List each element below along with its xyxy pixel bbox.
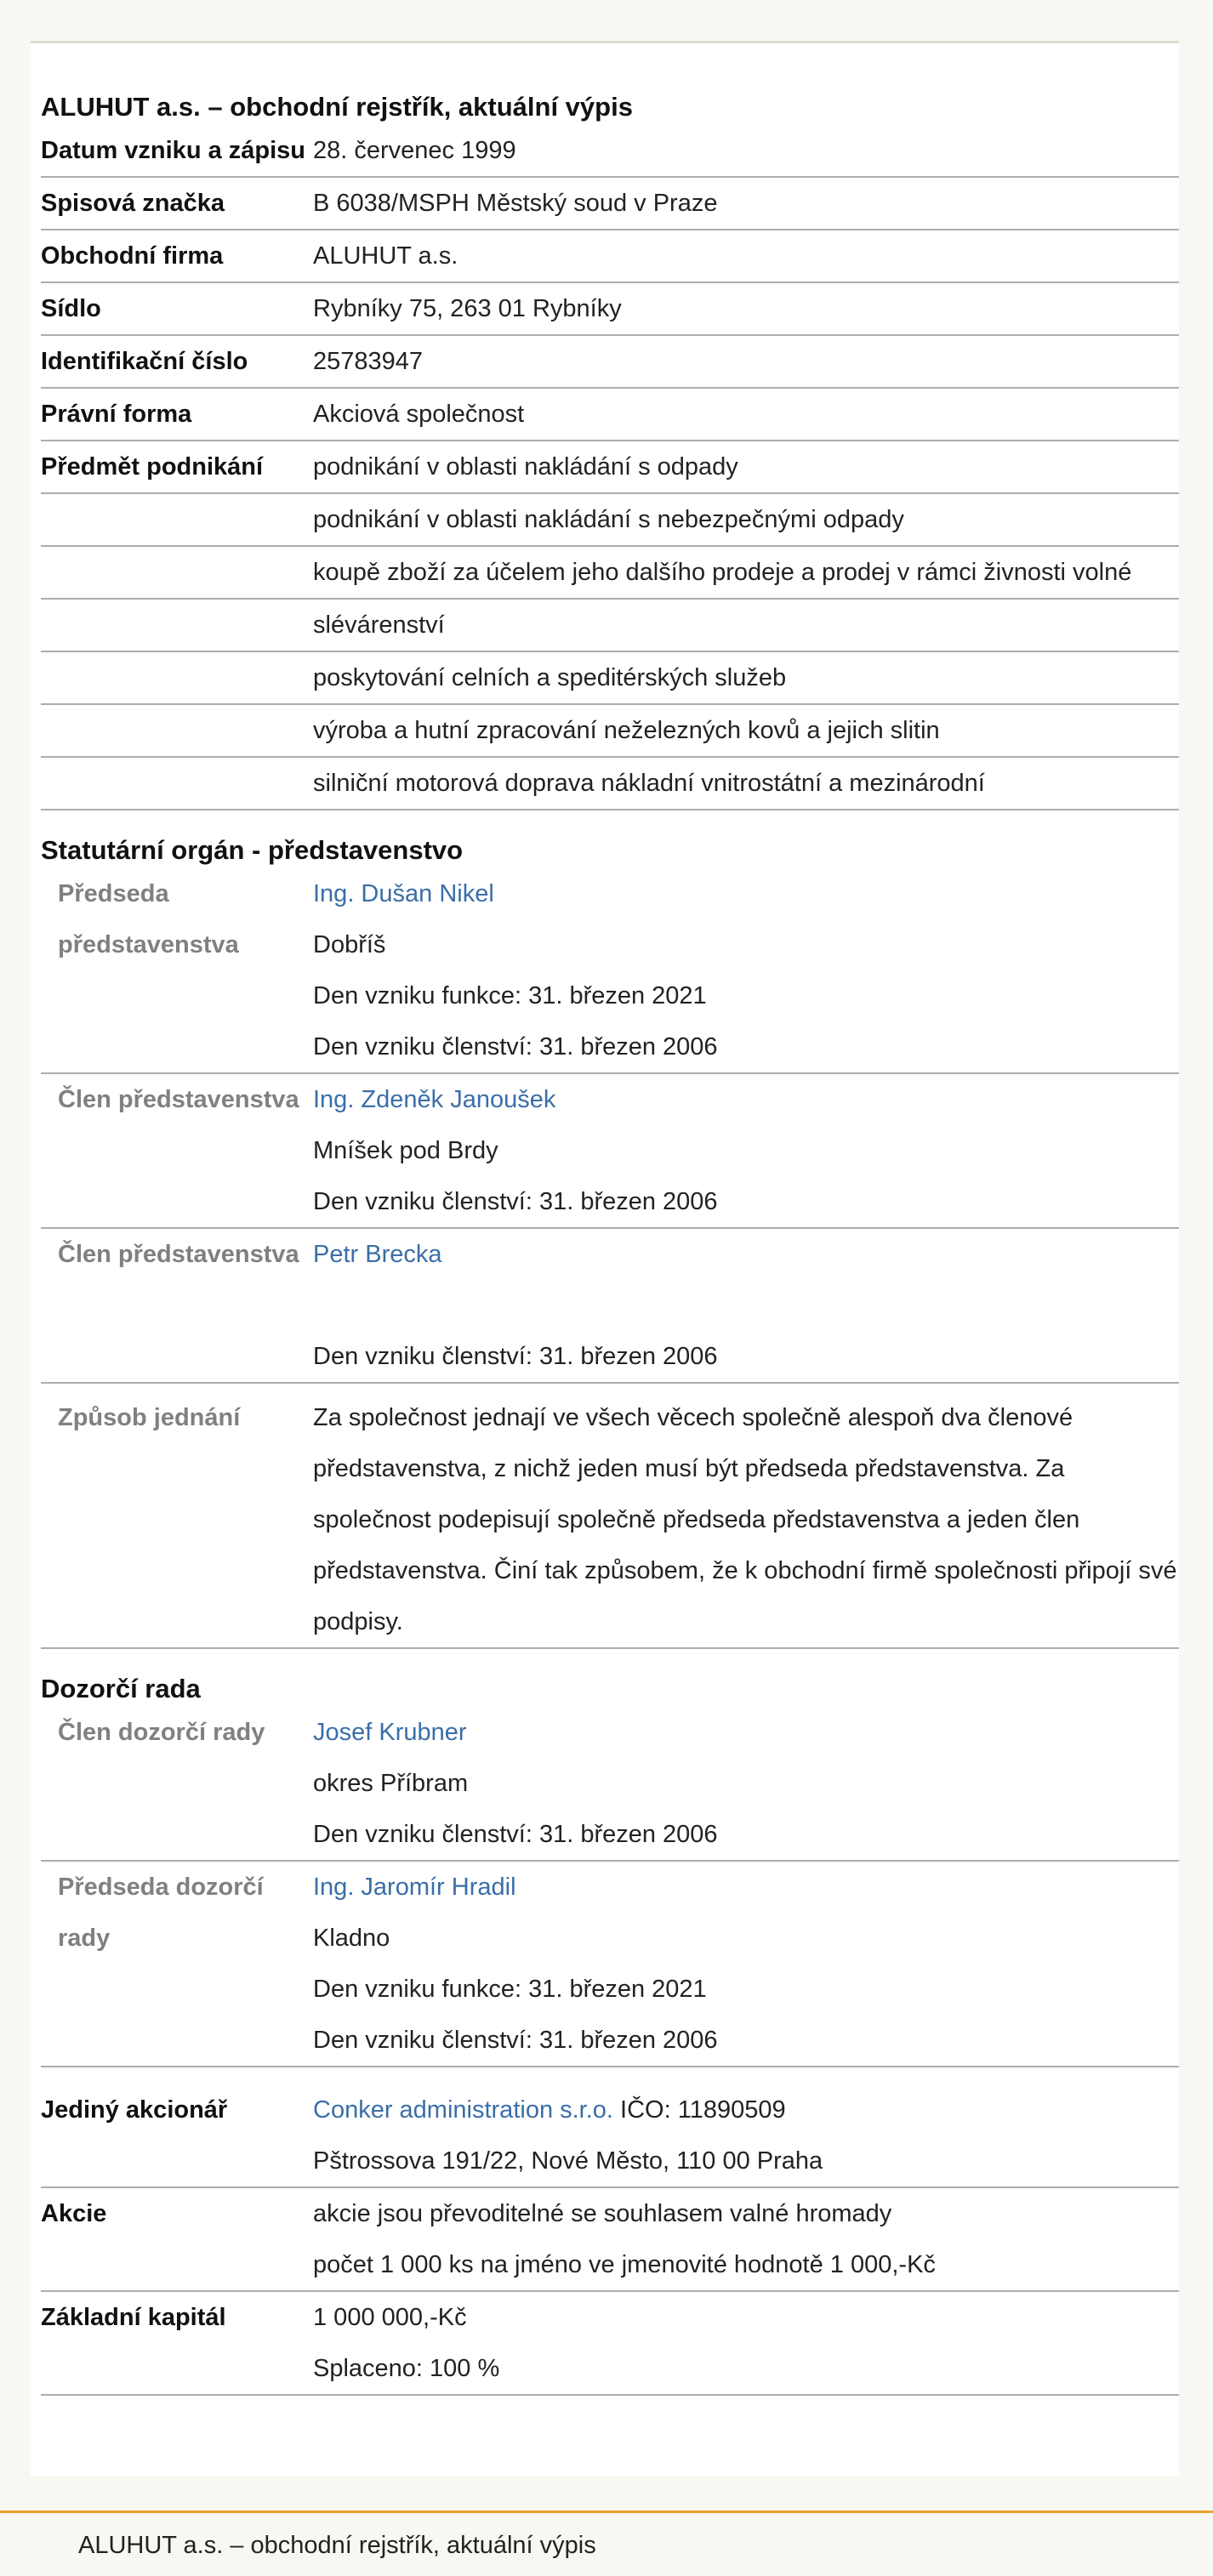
row-value: slévárenství: [313, 611, 445, 639]
register-content: [41, 84, 1179, 2396]
row-predmet-3: [41, 547, 1179, 600]
row-clen-predstavenstva-1: [41, 1074, 1179, 1229]
row-label: Sídlo: [41, 295, 101, 322]
row-label: Právní forma: [41, 401, 192, 428]
shareholder-ico: IČO: 11890509: [612, 2096, 786, 2124]
row-value: Akciová společnost: [313, 401, 525, 428]
section-dozorci-heading: Dozorčí rada: [41, 1674, 201, 1703]
row-pravni-forma: [41, 389, 1179, 441]
member-role: Předseda dozorčí rady: [58, 1874, 264, 1952]
page-footer: [0, 2511, 1213, 2576]
row-value: Rybníky 75, 263 01 Rybníky: [313, 295, 622, 322]
section-statutarni-heading: Statutární orgán - představenstvo: [41, 835, 464, 865]
row-value: podnikání v oblasti nakládání s odpady: [313, 453, 738, 481]
member-role: Člen představenstva: [58, 1086, 299, 1113]
row-label: Obchodní firma: [41, 242, 224, 270]
member-name-link[interactable]: Josef Krubner: [313, 1719, 467, 1746]
row-value: 1 000 000,-Kč Splaceno: 100 %: [313, 2304, 500, 2382]
member-name-link[interactable]: Ing. Zdeněk Janoušek: [313, 1086, 556, 1113]
row-zpusob-jednani: [41, 1384, 1179, 1649]
row-spisova-znacka: [41, 178, 1179, 230]
row-akcie: [41, 2188, 1179, 2292]
member-role: Člen představenstva: [58, 1241, 299, 1268]
row-label: Způsob jednání: [58, 1404, 241, 1431]
row-value: koupě zboží za účelem jeho dalšího prodeje a prodej v rámci živnosti volné: [313, 559, 1132, 586]
row-ico: [41, 336, 1179, 389]
member-details: Ing. Jaromír Hradil Kladno Den vzniku funkce: 31. březen 2021 Den vzniku členství: 31. březen 2006: [313, 1874, 718, 2054]
member-details: Petr Brecka Den vzniku členství: 31. březen 2006: [313, 1241, 718, 1370]
row-clen-predstavenstva-2: [41, 1229, 1179, 1384]
row-value: 28. červenec 1999: [313, 137, 516, 164]
shareholder-link[interactable]: Conker administration s.r.o.: [313, 2096, 613, 2124]
row-label: Akcie: [41, 2200, 107, 2227]
row-value: 25783947: [313, 348, 424, 375]
row-value: Conker administration s.r.o. IČO: 11890509 Pštrossova 191/22, Nové Město, 110 00 Praha: [313, 2096, 823, 2175]
row-value: akcie jsou převoditelné se souhlasem valné hromady počet 1 000 ks na jméno ve jmenovité hodnotě 1 000,-Kč: [313, 2200, 936, 2278]
row-value: B 6038/MSPH Městský soud v Praze: [313, 190, 718, 217]
row-label: Jediný akcionář: [41, 2096, 228, 2124]
member-name-link[interactable]: Ing. Dušan Nikel: [313, 880, 494, 907]
footer-title: ALUHUT a.s. – obchodní rejstřík, aktuální výpis: [78, 2532, 596, 2559]
row-label: Identifikační číslo: [41, 348, 248, 375]
row-datum-vzniku: [41, 125, 1179, 178]
row-jediny-akcionar: [41, 2067, 1179, 2188]
row-value: výroba a hutní zpracování neželezných kovů a jejich slitin: [313, 717, 940, 744]
row-label: Předmět podnikání: [41, 453, 264, 481]
member-role: Člen dozorčí rady: [58, 1719, 265, 1746]
row-predseda-dozorci-rady: [41, 1862, 1179, 2067]
row-predmet-1: [41, 441, 1179, 494]
row-value: Za společnost jednají ve všech věcech společně alespoň dva členové představenstva, z nichž jeden musí být předseda představenstva. Za společnost podepisují společně předseda představenstva a jeden člen představenstva. Činí tak způsobem, že k obchodní firmě společnosti připojí své podpisy.: [313, 1404, 1177, 1635]
row-predmet-2: [41, 494, 1179, 547]
row-predmet-4: [41, 600, 1179, 652]
member-role: Předseda představenstva: [58, 880, 239, 958]
row-value: silniční motorová doprava nákladní vnitrostátní a mezinárodní: [313, 770, 985, 797]
member-details: Josef Krubner okres Příbram Den vzniku členství: 31. březen 2006: [313, 1719, 718, 1848]
row-clen-dozorci-rady: [41, 1707, 1179, 1862]
row-predmet-5: [41, 652, 1179, 705]
row-zakladni-kapital: [41, 2292, 1179, 2396]
row-obchodni-firma: [41, 230, 1179, 283]
row-label: Datum vzniku a zápisu: [41, 137, 306, 164]
member-name-link[interactable]: Ing. Jaromír Hradil: [313, 1874, 516, 1901]
row-value: poskytování celních a speditérských služeb: [313, 664, 787, 691]
member-name-link[interactable]: Petr Brecka: [313, 1241, 442, 1268]
row-predmet-6: [41, 705, 1179, 758]
register-card: [31, 41, 1179, 2476]
row-predseda-predstavenstva: [41, 868, 1179, 1074]
row-value: podnikání v oblasti nakládání s nebezpečnými odpady: [313, 506, 904, 533]
row-label: Spisová značka: [41, 190, 225, 217]
row-sidlo: [41, 283, 1179, 336]
row-label: Základní kapitál: [41, 2304, 226, 2331]
row-value: ALUHUT a.s.: [313, 242, 458, 270]
page-title: ALUHUT a.s. – obchodní rejstřík, aktuální výpis: [41, 92, 633, 122]
row-predmet-7: [41, 758, 1179, 810]
member-details: Ing. Zdeněk Janoušek Mníšek pod Brdy Den vzniku členství: 31. březen 2006: [313, 1086, 718, 1215]
member-details: Ing. Dušan Nikel Dobříš Den vzniku funkce: 31. březen 2021 Den vzniku členství: 31. březen 2006: [313, 880, 718, 1061]
